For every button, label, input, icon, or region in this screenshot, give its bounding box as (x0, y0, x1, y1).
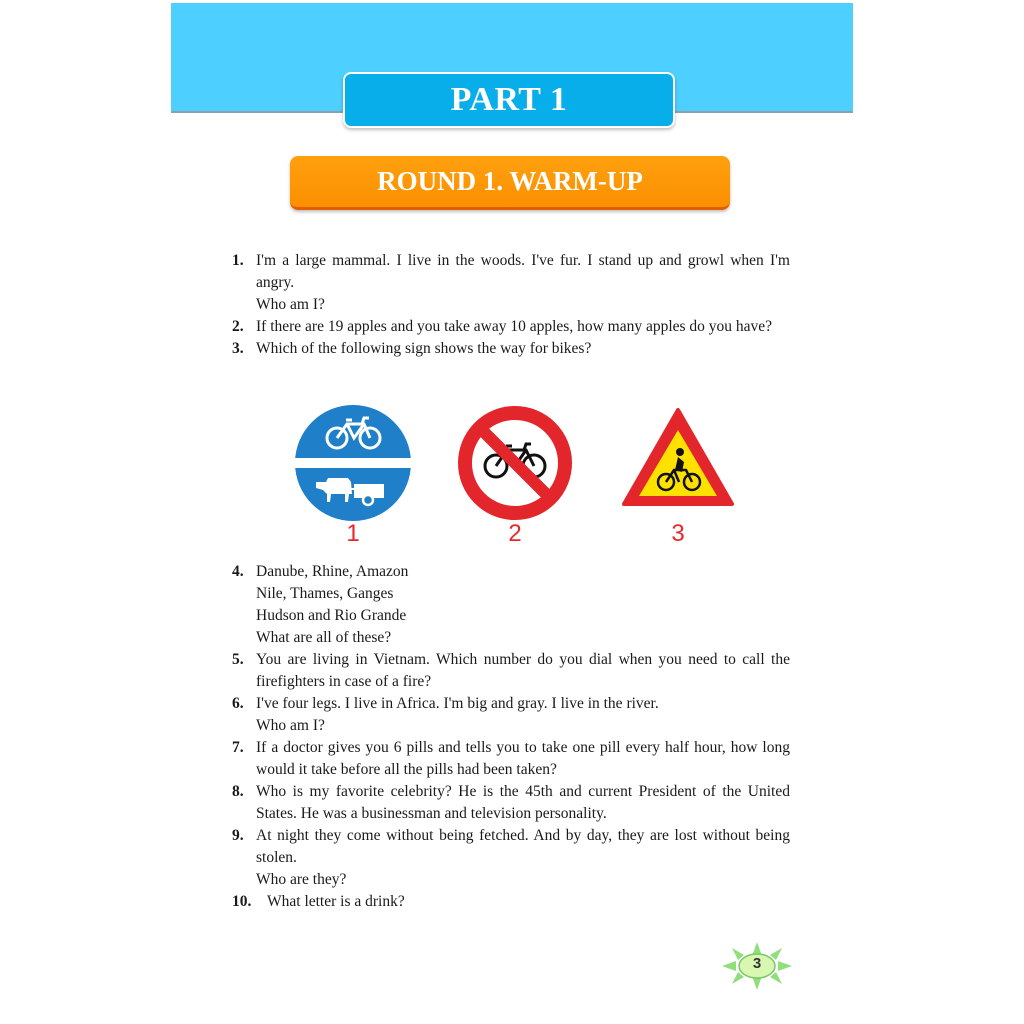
no-bikes-sign-icon (456, 404, 574, 522)
question-text: I've four legs. I live in Africa. I'm big and gray. I live in the river. (256, 695, 659, 712)
question-text: If there are 19 apples and you take away 10 apples, how many apples do you have? (256, 318, 773, 335)
question-text: Danube, Rhine, Amazon (256, 563, 409, 580)
question-number: 4. (232, 563, 244, 580)
question-text: Nile, Thames, Ganges (256, 585, 394, 602)
question-item (232, 338, 790, 360)
question-item (232, 250, 790, 316)
traffic-signs (290, 402, 750, 552)
question-text: Which of the following sign shows the way for bikes? (256, 340, 592, 357)
question-list-b (232, 561, 790, 913)
question-text: I'm a large mammal. I live in the woods. I've fur. I stand up and growl when I'm angry. (256, 252, 790, 291)
question-item (232, 649, 790, 693)
question-text: You are living in Vietnam. Which number do you dial when you need to call the firefighters in case of a fire? (256, 651, 790, 690)
question-number: 3. (232, 340, 244, 357)
bike-lane-sign-icon (294, 404, 412, 522)
cyclist-warning-sign-icon (620, 406, 736, 510)
question-text: Who am I? (256, 717, 325, 734)
sign-label: 2 (508, 520, 522, 547)
question-item (232, 693, 790, 737)
question-number: 1. (232, 252, 244, 269)
question-text: What letter is a drink? (267, 893, 405, 910)
question-number: 5. (232, 651, 244, 668)
question-text: Who is my favorite celebrity? He is the 45th and current President of the United States. He was a businessman and television personality. (256, 783, 790, 822)
question-text: What are all of these? (256, 629, 392, 646)
question-item (232, 561, 790, 649)
question-number: 9. (232, 827, 244, 844)
question-number: 7. (232, 739, 244, 756)
question-item (232, 737, 790, 781)
question-text: Who am I? (256, 296, 325, 313)
question-item (232, 825, 790, 891)
sign-label: 3 (671, 520, 685, 547)
question-number: 10. (232, 893, 252, 910)
page-number: 3 (752, 955, 762, 972)
question-number: 8. (232, 783, 244, 800)
question-text: Who are they? (256, 871, 347, 888)
question-list-a (232, 250, 790, 360)
question-text: Hudson and Rio Grande (256, 607, 407, 624)
question-number: 6. (232, 695, 244, 712)
question-text: If a doctor gives you 6 pills and tells you to take one pill every half hour, how long would it take before all the pills had been taken? (256, 739, 790, 778)
question-item (232, 891, 790, 913)
sign-label: 1 (346, 520, 360, 547)
part-title: PART 1 (343, 72, 675, 128)
question-number: 2. (232, 318, 244, 335)
question-item (232, 316, 790, 338)
question-text: At night they come without being fetched. And by day, they are lost without being stolen. (256, 827, 790, 866)
round-title: ROUND 1. WARM-UP (290, 156, 730, 210)
question-item (232, 781, 790, 825)
